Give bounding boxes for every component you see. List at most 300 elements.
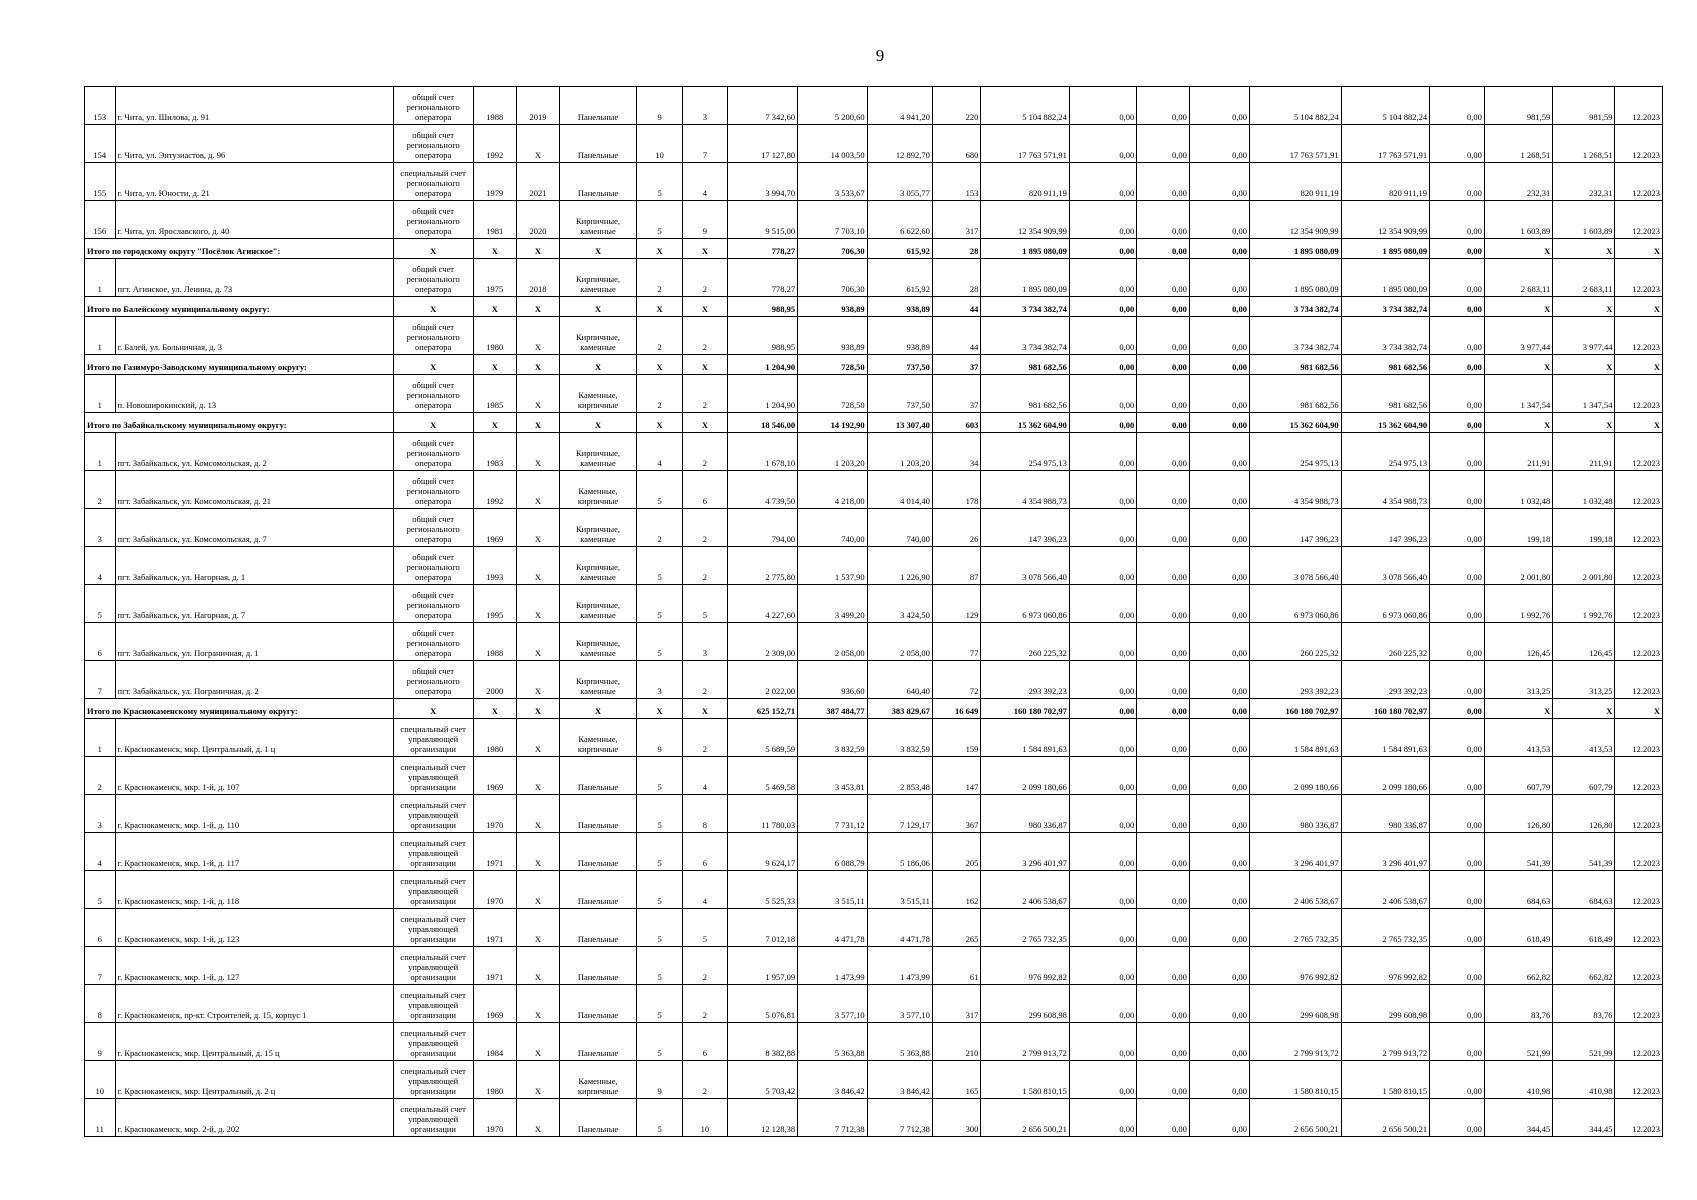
residential-area: 3 453,81 [798, 757, 868, 795]
residents: 44 [932, 317, 980, 355]
table-row [85, 471, 1663, 509]
total-area: 5 076,81 [727, 985, 798, 1023]
fund-federal: 0,00 [1069, 757, 1136, 795]
other-cost: 0,00 [1430, 623, 1485, 661]
address: г. Краснокаменск, мкр. Центральный, д. 1 ц [115, 719, 393, 757]
total-year-repair: Х [516, 297, 559, 317]
address: г. Краснокаменск, пр-кт. Строителей, д. 15, корпус 1 [115, 985, 393, 1023]
repair-cost-total: 1 584 891,63 [981, 719, 1069, 757]
other-cost: 0,00 [1430, 125, 1485, 163]
completion-date: 12.2023 [1615, 871, 1663, 909]
owned-area: 2 853,48 [867, 757, 932, 795]
account-type: специальный счет управляющей организации [393, 871, 473, 909]
year-repair: Х [516, 623, 559, 661]
fund-federal: 0,00 [1069, 1023, 1136, 1061]
total-entrances: Х [683, 297, 727, 317]
max-unit-cost: 541,39 [1553, 833, 1615, 871]
row-number: 156 [85, 201, 116, 239]
max-unit-cost: 1 992,76 [1553, 585, 1615, 623]
floors: 5 [636, 585, 682, 623]
owned-area: 4 014,40 [867, 471, 932, 509]
total-floors: Х [636, 355, 682, 375]
fund-owners: 2 765 732,35 [1249, 909, 1341, 947]
cost-total-repeat: 981 682,56 [1341, 375, 1429, 413]
unit-cost: 344,45 [1484, 1099, 1552, 1137]
total-floors: Х [636, 699, 682, 719]
floors: 4 [636, 433, 682, 471]
total-fund-owners: 3 734 382,74 [1249, 297, 1341, 317]
fund-owners: 5 104 882,24 [1249, 87, 1341, 125]
fund-federal: 0,00 [1069, 125, 1136, 163]
address: пгт. Забайкальск, ул. Комсомольская, д. 7 [115, 509, 393, 547]
district-total-row [85, 355, 1663, 375]
cost-total-repeat: 3 078 566,40 [1341, 547, 1429, 585]
owned-area: 4 941,20 [867, 87, 932, 125]
other-cost: 0,00 [1430, 871, 1485, 909]
wall-material: Каменные, кирпичные [560, 375, 637, 413]
unit-cost: 2 683,11 [1484, 259, 1552, 297]
completion-date: 12.2023 [1615, 661, 1663, 699]
total-completion-date: Х [1615, 355, 1663, 375]
owned-area: 5 186,06 [867, 833, 932, 871]
wall-material: Панельные [560, 87, 637, 125]
fund-owners: 260 225,32 [1249, 623, 1341, 661]
completion-date: 12.2023 [1615, 163, 1663, 201]
unit-cost: 126,45 [1484, 623, 1552, 661]
unit-cost: 126,80 [1484, 795, 1552, 833]
row-number: 4 [85, 833, 116, 871]
residents: 34 [932, 433, 980, 471]
repair-cost-total: 17 763 571,91 [981, 125, 1069, 163]
total-area: 988,95 [727, 317, 798, 355]
fund-federal: 0,00 [1069, 375, 1136, 413]
total-wall-material: Х [560, 297, 637, 317]
entrances: 6 [683, 471, 727, 509]
entrances: 3 [683, 87, 727, 125]
year-repair: Х [516, 871, 559, 909]
row-number: 6 [85, 623, 116, 661]
wall-material: Панельные [560, 1099, 637, 1137]
entrances: 2 [683, 509, 727, 547]
fund-local: 0,00 [1189, 833, 1249, 871]
floors: 5 [636, 757, 682, 795]
total-entrances: Х [683, 413, 727, 433]
district-total-label: Итого по Забайкальскому муниципальному округу: [85, 413, 394, 433]
owned-area: 3 055,77 [867, 163, 932, 201]
repair-cost-total: 2 799 913,72 [981, 1023, 1069, 1061]
fund-federal: 0,00 [1069, 433, 1136, 471]
account-type: специальный счет управляющей организации [393, 947, 473, 985]
row-number: 9 [85, 1023, 116, 1061]
total-entrances: Х [683, 699, 727, 719]
total-area: 3 994,70 [727, 163, 798, 201]
fund-local: 0,00 [1189, 433, 1249, 471]
district-total-label: Итого по Газимуро-Заводскому муниципальному округу: [85, 355, 394, 375]
total-area: 12 128,38 [727, 1099, 798, 1137]
table-row [85, 163, 1663, 201]
district-total-row [85, 699, 1663, 719]
address: п. Новоширокинский, д. 13 [115, 375, 393, 413]
completion-date: 12.2023 [1615, 719, 1663, 757]
total-completion-date: Х [1615, 297, 1663, 317]
total-max-unit-cost: Х [1553, 355, 1615, 375]
completion-date: 12.2023 [1615, 125, 1663, 163]
cost-total-repeat: 260 225,32 [1341, 623, 1429, 661]
total-area: 8 382,88 [727, 1023, 798, 1061]
repair-cost-total: 3 734 382,74 [981, 317, 1069, 355]
year-repair: Х [516, 1099, 559, 1137]
fund-federal: 0,00 [1069, 623, 1136, 661]
entrances: 2 [683, 985, 727, 1023]
residents: 220 [932, 87, 980, 125]
fund-local: 0,00 [1189, 1099, 1249, 1137]
total-area: 1 678,10 [727, 433, 798, 471]
housing-registry-table [84, 86, 1663, 1137]
table-row [85, 125, 1663, 163]
account-type: специальный счет управляющей организации [393, 1023, 473, 1061]
fund-federal: 0,00 [1069, 163, 1136, 201]
cost-total-repeat: 2 765 732,35 [1341, 909, 1429, 947]
account-type: специальный счет управляющей организации [393, 909, 473, 947]
fund-owners: 3 078 566,40 [1249, 547, 1341, 585]
fund-regional: 0,00 [1137, 509, 1190, 547]
wall-material: Панельные [560, 125, 637, 163]
other-cost: 0,00 [1430, 795, 1485, 833]
wall-material: Панельные [560, 985, 637, 1023]
fund-local: 0,00 [1189, 87, 1249, 125]
fund-local: 0,00 [1189, 375, 1249, 413]
total-owned-area: 13 307,40 [867, 413, 932, 433]
fund-federal: 0,00 [1069, 317, 1136, 355]
total-fund-local: 0,00 [1189, 355, 1249, 375]
repair-cost-total: 1 895 080,09 [981, 259, 1069, 297]
residents: 72 [932, 661, 980, 699]
owned-area: 1 473,99 [867, 947, 932, 985]
total-area: 11 780,03 [727, 795, 798, 833]
total-residential-area: 728,50 [798, 355, 868, 375]
floors: 2 [636, 375, 682, 413]
year-built: 1988 [473, 87, 516, 125]
total-other-cost: 0,00 [1430, 413, 1485, 433]
year-built: 1992 [473, 125, 516, 163]
fund-local: 0,00 [1189, 585, 1249, 623]
residential-area: 1 473,99 [798, 947, 868, 985]
residents: 680 [932, 125, 980, 163]
owned-area: 740,00 [867, 509, 932, 547]
total-fund-regional: 0,00 [1137, 297, 1190, 317]
residential-area: 2 058,00 [798, 623, 868, 661]
total-repair-cost-total: 3 734 382,74 [981, 297, 1069, 317]
wall-material: Кирпичные, каменные [560, 201, 637, 239]
other-cost: 0,00 [1430, 201, 1485, 239]
residential-area: 1 537,90 [798, 547, 868, 585]
unit-cost: 1 032,48 [1484, 471, 1552, 509]
year-repair: Х [516, 795, 559, 833]
max-unit-cost: 3 977,44 [1553, 317, 1615, 355]
total-floors: Х [636, 413, 682, 433]
total-area: 794,00 [727, 509, 798, 547]
fund-local: 0,00 [1189, 719, 1249, 757]
total-residents: 37 [932, 355, 980, 375]
fund-owners: 293 392,23 [1249, 661, 1341, 699]
owned-area: 4 471,78 [867, 909, 932, 947]
max-unit-cost: 199,18 [1553, 509, 1615, 547]
year-built: 1992 [473, 471, 516, 509]
row-number: 1 [85, 317, 116, 355]
year-repair: Х [516, 433, 559, 471]
total-account-type: Х [393, 355, 473, 375]
address: г. Чита, ул. Шилова, д. 91 [115, 87, 393, 125]
fund-federal: 0,00 [1069, 259, 1136, 297]
account-type: общий счет регионального оператора [393, 547, 473, 585]
floors: 9 [636, 719, 682, 757]
fund-regional: 0,00 [1137, 471, 1190, 509]
total-entrances: Х [683, 239, 727, 259]
floors: 2 [636, 317, 682, 355]
row-number: 5 [85, 585, 116, 623]
address: г. Краснокаменск, мкр. Центральный, д. 15 ц [115, 1023, 393, 1061]
address: пгт. Забайкальск, ул. Комсомольская, д. 2 [115, 433, 393, 471]
unit-cost: 199,18 [1484, 509, 1552, 547]
table-row [85, 1099, 1663, 1137]
repair-cost-total: 1 580 810,15 [981, 1061, 1069, 1099]
fund-local: 0,00 [1189, 947, 1249, 985]
total-total-area: 1 204,90 [727, 355, 798, 375]
total-area: 5 525,33 [727, 871, 798, 909]
address: г. Краснокаменск, мкр. 1-й, д. 123 [115, 909, 393, 947]
other-cost: 0,00 [1430, 87, 1485, 125]
entrances: 6 [683, 1023, 727, 1061]
total-total-area: 988,95 [727, 297, 798, 317]
account-type: общий счет регионального оператора [393, 433, 473, 471]
total-owned-area: 383 829,67 [867, 699, 932, 719]
fund-local: 0,00 [1189, 547, 1249, 585]
max-unit-cost: 126,80 [1553, 795, 1615, 833]
wall-material: Панельные [560, 1023, 637, 1061]
fund-local: 0,00 [1189, 259, 1249, 297]
row-number: 10 [85, 1061, 116, 1099]
unit-cost: 684,63 [1484, 871, 1552, 909]
row-number: 6 [85, 909, 116, 947]
total-cost-total-repeat: 981 682,56 [1341, 355, 1429, 375]
year-built: 1969 [473, 757, 516, 795]
total-fund-federal: 0,00 [1069, 413, 1136, 433]
wall-material: Кирпичные, каменные [560, 259, 637, 297]
year-built: 1980 [473, 1061, 516, 1099]
table-row [85, 947, 1663, 985]
fund-local: 0,00 [1189, 871, 1249, 909]
year-built: 1993 [473, 547, 516, 585]
address: г. Чита, ул. Энтузиастов, д. 96 [115, 125, 393, 163]
fund-federal: 0,00 [1069, 471, 1136, 509]
fund-regional: 0,00 [1137, 661, 1190, 699]
residents: 147 [932, 757, 980, 795]
account-type: специальный счет управляющей организации [393, 985, 473, 1023]
unit-cost: 521,99 [1484, 1023, 1552, 1061]
cost-total-repeat: 2 406 538,67 [1341, 871, 1429, 909]
total-fund-owners: 1 895 080,09 [1249, 239, 1341, 259]
year-built: 1980 [473, 719, 516, 757]
page-number: 9 [875, 46, 885, 65]
total-area: 2 309,00 [727, 623, 798, 661]
unit-cost: 2 001,80 [1484, 547, 1552, 585]
repair-cost-total: 3 078 566,40 [981, 547, 1069, 585]
year-repair: Х [516, 547, 559, 585]
owned-area: 6 622,60 [867, 201, 932, 239]
year-repair: Х [516, 985, 559, 1023]
fund-federal: 0,00 [1069, 1061, 1136, 1099]
repair-cost-total: 976 992,82 [981, 947, 1069, 985]
account-type: специальный счет управляющей организации [393, 1099, 473, 1137]
residential-area: 5 200,60 [798, 87, 868, 125]
total-account-type: Х [393, 297, 473, 317]
residential-area: 5 363,88 [798, 1023, 868, 1061]
table-row [85, 317, 1663, 355]
repair-cost-total: 260 225,32 [981, 623, 1069, 661]
total-cost-total-repeat: 160 180 702,97 [1341, 699, 1429, 719]
district-total-label: Итого по Балейскому муниципальному округу: [85, 297, 394, 317]
residents: 317 [932, 985, 980, 1023]
address: пгт. Забайкальск, ул. Комсомольская, д. 21 [115, 471, 393, 509]
total-floors: Х [636, 239, 682, 259]
total-unit-cost: Х [1484, 699, 1552, 719]
max-unit-cost: 1 347,54 [1553, 375, 1615, 413]
entrances: 4 [683, 757, 727, 795]
fund-regional: 0,00 [1137, 1023, 1190, 1061]
repair-cost-total: 12 354 909,99 [981, 201, 1069, 239]
completion-date: 12.2023 [1615, 585, 1663, 623]
entrances: 2 [683, 433, 727, 471]
district-total-row [85, 413, 1663, 433]
unit-cost: 413,53 [1484, 719, 1552, 757]
address: г. Краснокаменск, мкр. 1-й, д. 117 [115, 833, 393, 871]
residents: 159 [932, 719, 980, 757]
cost-total-repeat: 1 584 891,63 [1341, 719, 1429, 757]
address: пгт. Забайкальск, ул. Пограничная, д. 1 [115, 623, 393, 661]
cost-total-repeat: 2 099 180,66 [1341, 757, 1429, 795]
entrances: 9 [683, 201, 727, 239]
floors: 5 [636, 795, 682, 833]
unit-cost: 410,98 [1484, 1061, 1552, 1099]
owned-area: 3 515,11 [867, 871, 932, 909]
year-repair: Х [516, 661, 559, 699]
residential-area: 6 088,79 [798, 833, 868, 871]
completion-date: 12.2023 [1615, 757, 1663, 795]
entrances: 7 [683, 125, 727, 163]
floors: 5 [636, 871, 682, 909]
completion-date: 12.2023 [1615, 509, 1663, 547]
wall-material: Каменные, кирпичные [560, 1061, 637, 1099]
total-area: 9 624,17 [727, 833, 798, 871]
completion-date: 12.2023 [1615, 1099, 1663, 1137]
max-unit-cost: 1 268,51 [1553, 125, 1615, 163]
total-year-built: Х [473, 239, 516, 259]
wall-material: Кирпичные, каменные [560, 623, 637, 661]
year-repair: Х [516, 947, 559, 985]
total-wall-material: Х [560, 355, 637, 375]
year-repair: Х [516, 757, 559, 795]
total-completion-date: Х [1615, 413, 1663, 433]
fund-local: 0,00 [1189, 471, 1249, 509]
completion-date: 12.2023 [1615, 259, 1663, 297]
year-built: 1980 [473, 317, 516, 355]
max-unit-cost: 662,82 [1553, 947, 1615, 985]
total-total-area: 18 546,00 [727, 413, 798, 433]
residential-area: 7 731,12 [798, 795, 868, 833]
max-unit-cost: 410,98 [1553, 1061, 1615, 1099]
fund-owners: 820 911,19 [1249, 163, 1341, 201]
cost-total-repeat: 17 763 571,91 [1341, 125, 1429, 163]
other-cost: 0,00 [1430, 947, 1485, 985]
year-built: 1969 [473, 985, 516, 1023]
account-type: общий счет регионального оператора [393, 585, 473, 623]
max-unit-cost: 1 603,89 [1553, 201, 1615, 239]
other-cost: 0,00 [1430, 585, 1485, 623]
residential-area: 938,89 [798, 317, 868, 355]
owned-area: 12 892,70 [867, 125, 932, 163]
completion-date: 12.2023 [1615, 833, 1663, 871]
entrances: 4 [683, 163, 727, 201]
residential-area: 1 203,20 [798, 433, 868, 471]
year-repair: Х [516, 317, 559, 355]
wall-material: Кирпичные, каменные [560, 661, 637, 699]
total-year-repair: Х [516, 413, 559, 433]
other-cost: 0,00 [1430, 433, 1485, 471]
fund-local: 0,00 [1189, 1023, 1249, 1061]
max-unit-cost: 313,25 [1553, 661, 1615, 699]
table-row [85, 757, 1663, 795]
entrances: 2 [683, 661, 727, 699]
unit-cost: 211,91 [1484, 433, 1552, 471]
residential-area: 3 577,10 [798, 985, 868, 1023]
entrances: 2 [683, 259, 727, 297]
repair-cost-total: 980 336,87 [981, 795, 1069, 833]
residents: 61 [932, 947, 980, 985]
account-type: общий счет регионального оператора [393, 375, 473, 413]
residents: 265 [932, 909, 980, 947]
total-year-built: Х [473, 413, 516, 433]
total-account-type: Х [393, 239, 473, 259]
residents: 205 [932, 833, 980, 871]
total-repair-cost-total: 1 895 080,09 [981, 239, 1069, 259]
total-year-built: Х [473, 699, 516, 719]
fund-regional: 0,00 [1137, 871, 1190, 909]
fund-regional: 0,00 [1137, 87, 1190, 125]
fund-regional: 0,00 [1137, 947, 1190, 985]
year-repair: Х [516, 471, 559, 509]
cost-total-repeat: 299 608,98 [1341, 985, 1429, 1023]
total-fund-local: 0,00 [1189, 297, 1249, 317]
residents: 165 [932, 1061, 980, 1099]
year-repair: Х [516, 1061, 559, 1099]
max-unit-cost: 413,53 [1553, 719, 1615, 757]
row-number: 2 [85, 757, 116, 795]
fund-regional: 0,00 [1137, 547, 1190, 585]
account-type: общий счет регионального оператора [393, 201, 473, 239]
fund-regional: 0,00 [1137, 757, 1190, 795]
table-row [85, 585, 1663, 623]
residential-area: 728,50 [798, 375, 868, 413]
total-area: 17 127,80 [727, 125, 798, 163]
row-number: 154 [85, 125, 116, 163]
total-year-repair: Х [516, 239, 559, 259]
total-total-area: 778,27 [727, 239, 798, 259]
floors: 2 [636, 509, 682, 547]
fund-federal: 0,00 [1069, 909, 1136, 947]
entrances: 2 [683, 1061, 727, 1099]
year-built: 1969 [473, 509, 516, 547]
table-row [85, 833, 1663, 871]
